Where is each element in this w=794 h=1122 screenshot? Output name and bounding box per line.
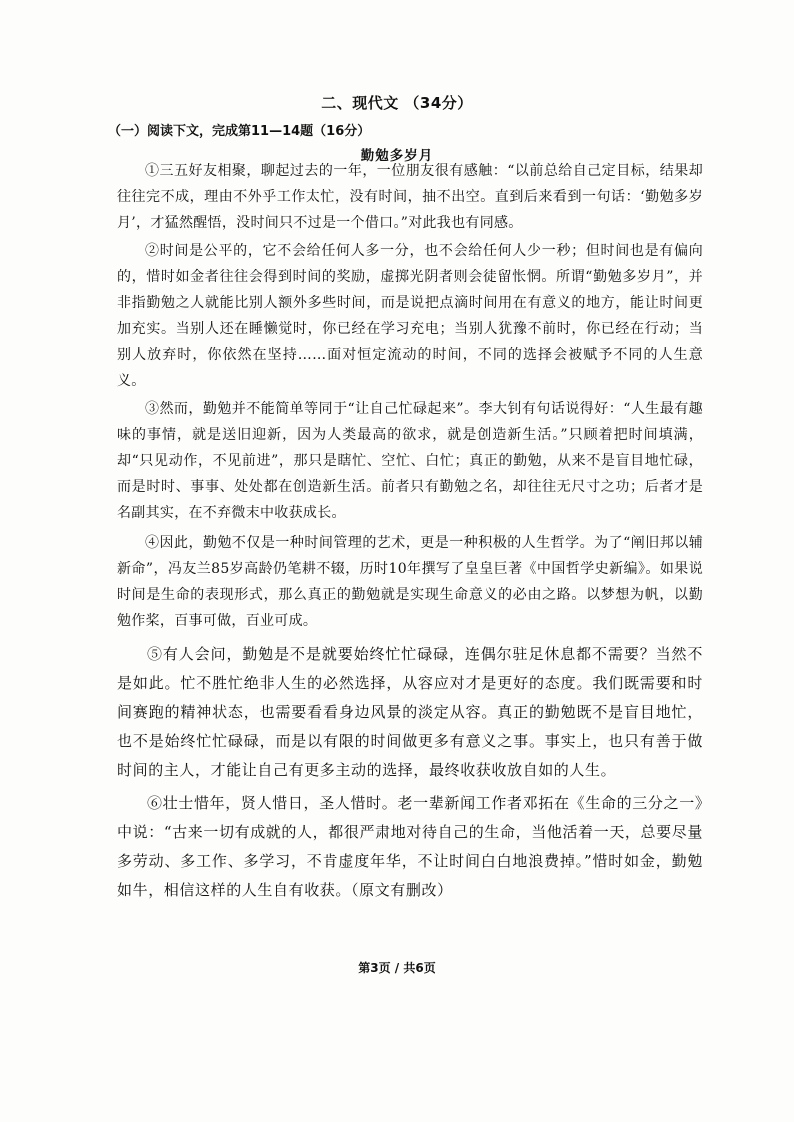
paragraph-1: ①三五好友相聚，聊起过去的一年，一位朋友很有感触：“以前总给自己定目标，结果却往往完不成，理由不外乎工作太忙，没有时间，抽不出空。直到后来看到一句话：‘勤勉多岁月’，才猛然醒悟，没时间只不过是一个借口。”对此我也有同感。 xyxy=(117,163,703,231)
paragraph-5: ⑤有人会问，勤勉是不是就要始终忙忙碌碌，连偶尔驻足休息都不需要？当然不是如此。忙不胜忙绝非人生的必然选择，从容应对才是更好的态度。我们既需要和时间赛跑的精神状态，也需要看看身边风景的淡定从容。真正的勤勉既不是盲目地忙，也不是始终忙忙碌碌，而是以有限的时间做更多有意义之事。事实上，也只有善于做时间的主人，才能让自己有更多主动的选择，最终收获收放自如的人生。 xyxy=(117,645,703,779)
article-title: 勤勉多岁月 xyxy=(360,148,434,164)
paragraph-3: ③然而，勤勉并不能简单等同于“让自己忙碌起来”。李大钊有句话说得好：“人生最有趣味的事情，就是送旧迎新，因为人类最高的欲求，就是创造新生活。”只顾着把时间填满，却“只见动作，不见前进”，那只是瞎忙、空忙、白忙；真正的勤勉，从来不是盲目地忙碌，而是时时、事事、处处都在创造新生活。前者只有勤勉之名，却往往无尺寸之功；后者才是名副其实，在不弃微末中收获成长。 xyxy=(117,401,703,521)
article-body xyxy=(117,158,703,905)
question-instructions: （一）阅读下文，完成第11—14题（16分） xyxy=(108,124,371,139)
page-number: 第3页 / 共6页 xyxy=(358,961,436,975)
section-title: 二、现代文 （34分） xyxy=(321,94,473,112)
paragraph-4: ④因此，勤勉不仅是一种时间管理的艺术，更是一种积极的人生哲学。为了“阐旧邦以辅新命”，冯友兰85岁高龄仍笔耕不辍，历时10年撰写了皇皇巨著《中国哲学史新编》。如果说时间是生命的表现形式，那么真正的勤勉就是实现生命意义的必由之路。以梦想为帆，以勤勉作桨，百事可做，百业可成。 xyxy=(117,535,703,629)
paragraph-2: ②时间是公平的，它不会给任何人多一分，也不会给任何人少一秒；但时间也是有偏向的，惜时如金者往往会得到时间的奖励，虚掷光阴者则会徒留怅惘。所谓“勤勉多岁月”，并非指勤勉之人就能比别人额外多些时间，而是说把点滴时间用在有意义的地方，能让时间更加充实。当别人还在睡懒觉时，你已经在学习充电；当别人犹豫不前时，你已经在行动；当别人放弃时，你依然在坚持……面对恒定流动的时间，不同的选择会被赋予不同的人生意义。 xyxy=(117,243,703,389)
paragraph-6: ⑥壮士惜年，贤人惜日，圣人惜时。老一辈新闻工作者邓拓在《生命的三分之一》中说：“古来一切有成就的人，都很严肃地对待自己的生命，当他活着一天，总要尽量多劳动、多工作、多学习，不肯虚度年华，不让时间白白地浪费掉。”惜时如金，勤勉如牛，相信这样的人生自有收获。（原文有删改） xyxy=(117,794,703,899)
